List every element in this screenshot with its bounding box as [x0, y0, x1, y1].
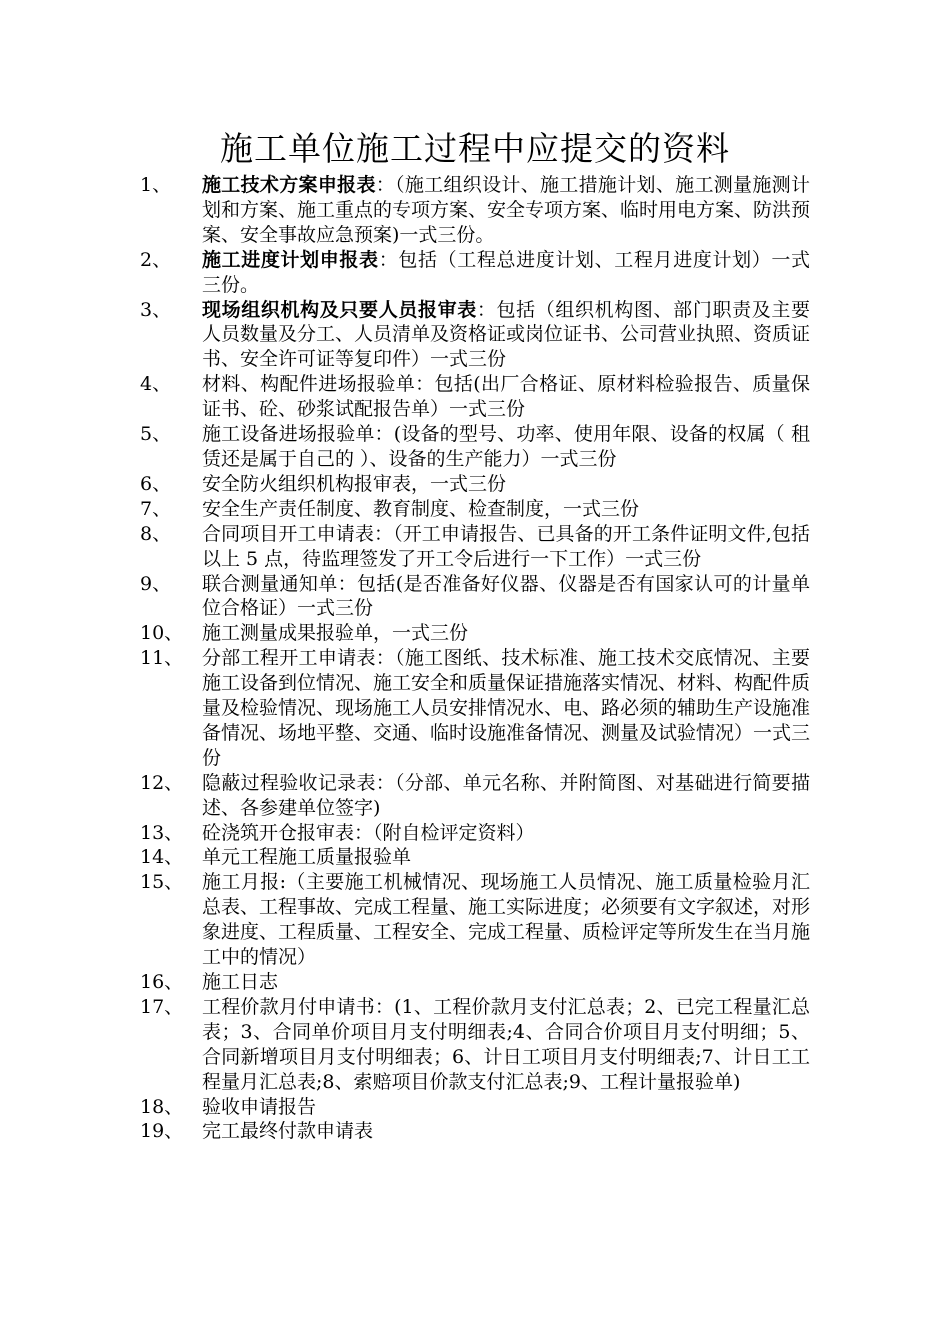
list-item-body [202, 1119, 810, 1144]
list-item-number: 7、 [140, 497, 172, 520]
list-item-number: 11、 [140, 647, 184, 670]
list-item [140, 970, 810, 995]
list-item [140, 298, 810, 373]
list-item-number: 5、 [140, 423, 172, 446]
list-item-text: 单元工程施工质量报验单 [202, 846, 412, 869]
list-item-body [202, 646, 810, 771]
list-item-body [202, 497, 810, 522]
list-item-body [202, 522, 810, 572]
list-item-number: 3、 [140, 298, 172, 321]
list-item [140, 248, 810, 298]
list-item-body [202, 845, 810, 870]
list-item-label: 现场组织机构及只要人员报审表 [202, 298, 477, 321]
list-item-number: 15、 [140, 871, 184, 894]
list-item [140, 472, 810, 497]
list-item [140, 522, 810, 572]
list-item-number: 8、 [140, 522, 172, 545]
list-item [140, 621, 810, 646]
list-item [140, 173, 810, 248]
list-item [140, 422, 810, 472]
list-item-number: 19、 [140, 1120, 184, 1143]
list-item-number: 2、 [140, 248, 172, 271]
list-item [140, 572, 810, 622]
list-item-number: 1、 [140, 174, 172, 196]
list-item-text: 砼浇筑开仓报审表：（附自检评定资料） [202, 821, 535, 844]
list-item-text: 施工测量成果报验单，一式三份 [202, 622, 469, 645]
list-item-number: 10、 [140, 622, 184, 645]
list-item [140, 771, 810, 821]
list-item-text: ：包括（工程总进度计划、工程月进度计划）一式三份。 [202, 248, 810, 296]
list-item-body [202, 1095, 810, 1120]
list-item-label: 施工技术方案申报表 [202, 174, 376, 196]
list-item-number: 14、 [140, 846, 184, 869]
list-item-label: 施工进度计划申报表 [202, 248, 379, 271]
list-item [140, 870, 810, 970]
list-item-body [202, 621, 810, 646]
list-item-text: 联合测量通知单：包括(是否准备好仪器、仪器是否有国家认可的计量单位合格证）一式三份 [202, 572, 810, 620]
list-item-body [202, 821, 810, 846]
list-item-text: 合同项目开工申请表：（开工申请报告、已具备的开工条件证明文件,包括以上 5 点，待监理签发了开工令后进行一下工作）一式三份 [202, 522, 810, 570]
list-item-number: 18、 [140, 1095, 184, 1118]
page-title: 施工单位施工过程中应提交的资料 [220, 129, 730, 168]
list-item-body [202, 298, 810, 373]
list-item-number: 17、 [140, 995, 184, 1018]
list-item-body [202, 995, 810, 1095]
list-item-number: 12、 [140, 771, 184, 794]
list-item-body [202, 372, 810, 422]
list-item-text: 验收申请报告 [202, 1095, 317, 1118]
list-item-text: 施工月报:（主要施工机械情况、现场施工人员情况、施工质量检验月汇总表、工程事故、完成工程量、施工实际进度；必须要有文字叙述，对形象进度、工程质量、工程安全、完成工程量、质检评定等所发生在当月施工中的情况） [202, 871, 811, 969]
list-item-body [202, 248, 810, 298]
list-item-text: 隐蔽过程验收记录表：（分部、单元名称、并附简图、对基础进行简要描述、各参建单位签字) [202, 771, 810, 819]
list-item [140, 1095, 810, 1120]
list-item-number: 9、 [140, 572, 172, 595]
list-item-body [202, 173, 810, 248]
list-item-body [202, 870, 810, 970]
list-item-body [202, 472, 810, 497]
list-item-text: 施工设备进场报验单：(设备的型号、功率、使用年限、设备的权属（ 租赁还是属于自己的 ）、设备的生产能力）一式三份 [202, 423, 810, 470]
list-item-text: 完工最终付款申请表 [202, 1120, 374, 1143]
list-item-body [202, 970, 810, 995]
list-item [140, 821, 810, 846]
list-item-text: 施工日志 [202, 971, 279, 993]
list-item-number: 4、 [140, 373, 172, 396]
list-item-number: 6、 [140, 472, 172, 495]
list-item [140, 497, 810, 522]
list-item [140, 646, 810, 771]
list-item [140, 995, 810, 1095]
list-item [140, 845, 810, 870]
list-item-text: 安全防火组织机构报审表，一式三份 [202, 472, 507, 495]
list-item-text: 材料、构配件进场报验单：包括(出厂合格证、原材料检验报告、质量保证书、砼、砂浆试配报告单）一式三份 [202, 373, 810, 421]
list-item-body [202, 572, 810, 622]
list-item-text: 分部工程开工申请表：（施工图纸、技术标准、施工技术交底情况、主要施工设备到位情况、施工安全和质量保证措施落实情况、材料、构配件质量及检验情况、现场施工人员安排情况水、电、路必须的辅助生产设施准备情况、场地平整、交通、临时设施准备情况、测量及试验情况）一式三份 [202, 647, 811, 769]
list-item-number: 13、 [140, 821, 184, 844]
list-item [140, 372, 810, 422]
list-item [140, 1119, 810, 1144]
list-item-text: ：（施工组织设计、施工措施计划、施工测量施测计划和方案、施工重点的专项方案、安全专项方案、临时用电方案、防洪预案、安全事故应急预案)一式三份。 [202, 174, 811, 246]
submission-list [140, 173, 810, 1144]
list-item-text: ：包括（组织机构图、部门职责及主要人员数量及分工、人员清单及资格证或岗位证书、公司营业执照、资质证书、安全许可证等复印件）一式三份 [202, 298, 811, 371]
list-item-text: 工程价款月付申请书：(1、工程价款月支付汇总表；2、已完工程量汇总表；3、合同单价项目月支付明细表;4、合同合价项目月支付明细；5、合同新增项目月支付明细表；6、计日工项目月支付明细表;7、计日工工程量月汇总表;8、索赔项目价款支付汇总表;9、工程计量报验单) [202, 995, 810, 1093]
list-item-text: 安全生产责任制度、教育制度、检查制度，一式三份 [202, 497, 640, 520]
list-item-body [202, 771, 810, 821]
list-item-number: 16、 [140, 971, 184, 993]
list-item-body [202, 422, 810, 472]
